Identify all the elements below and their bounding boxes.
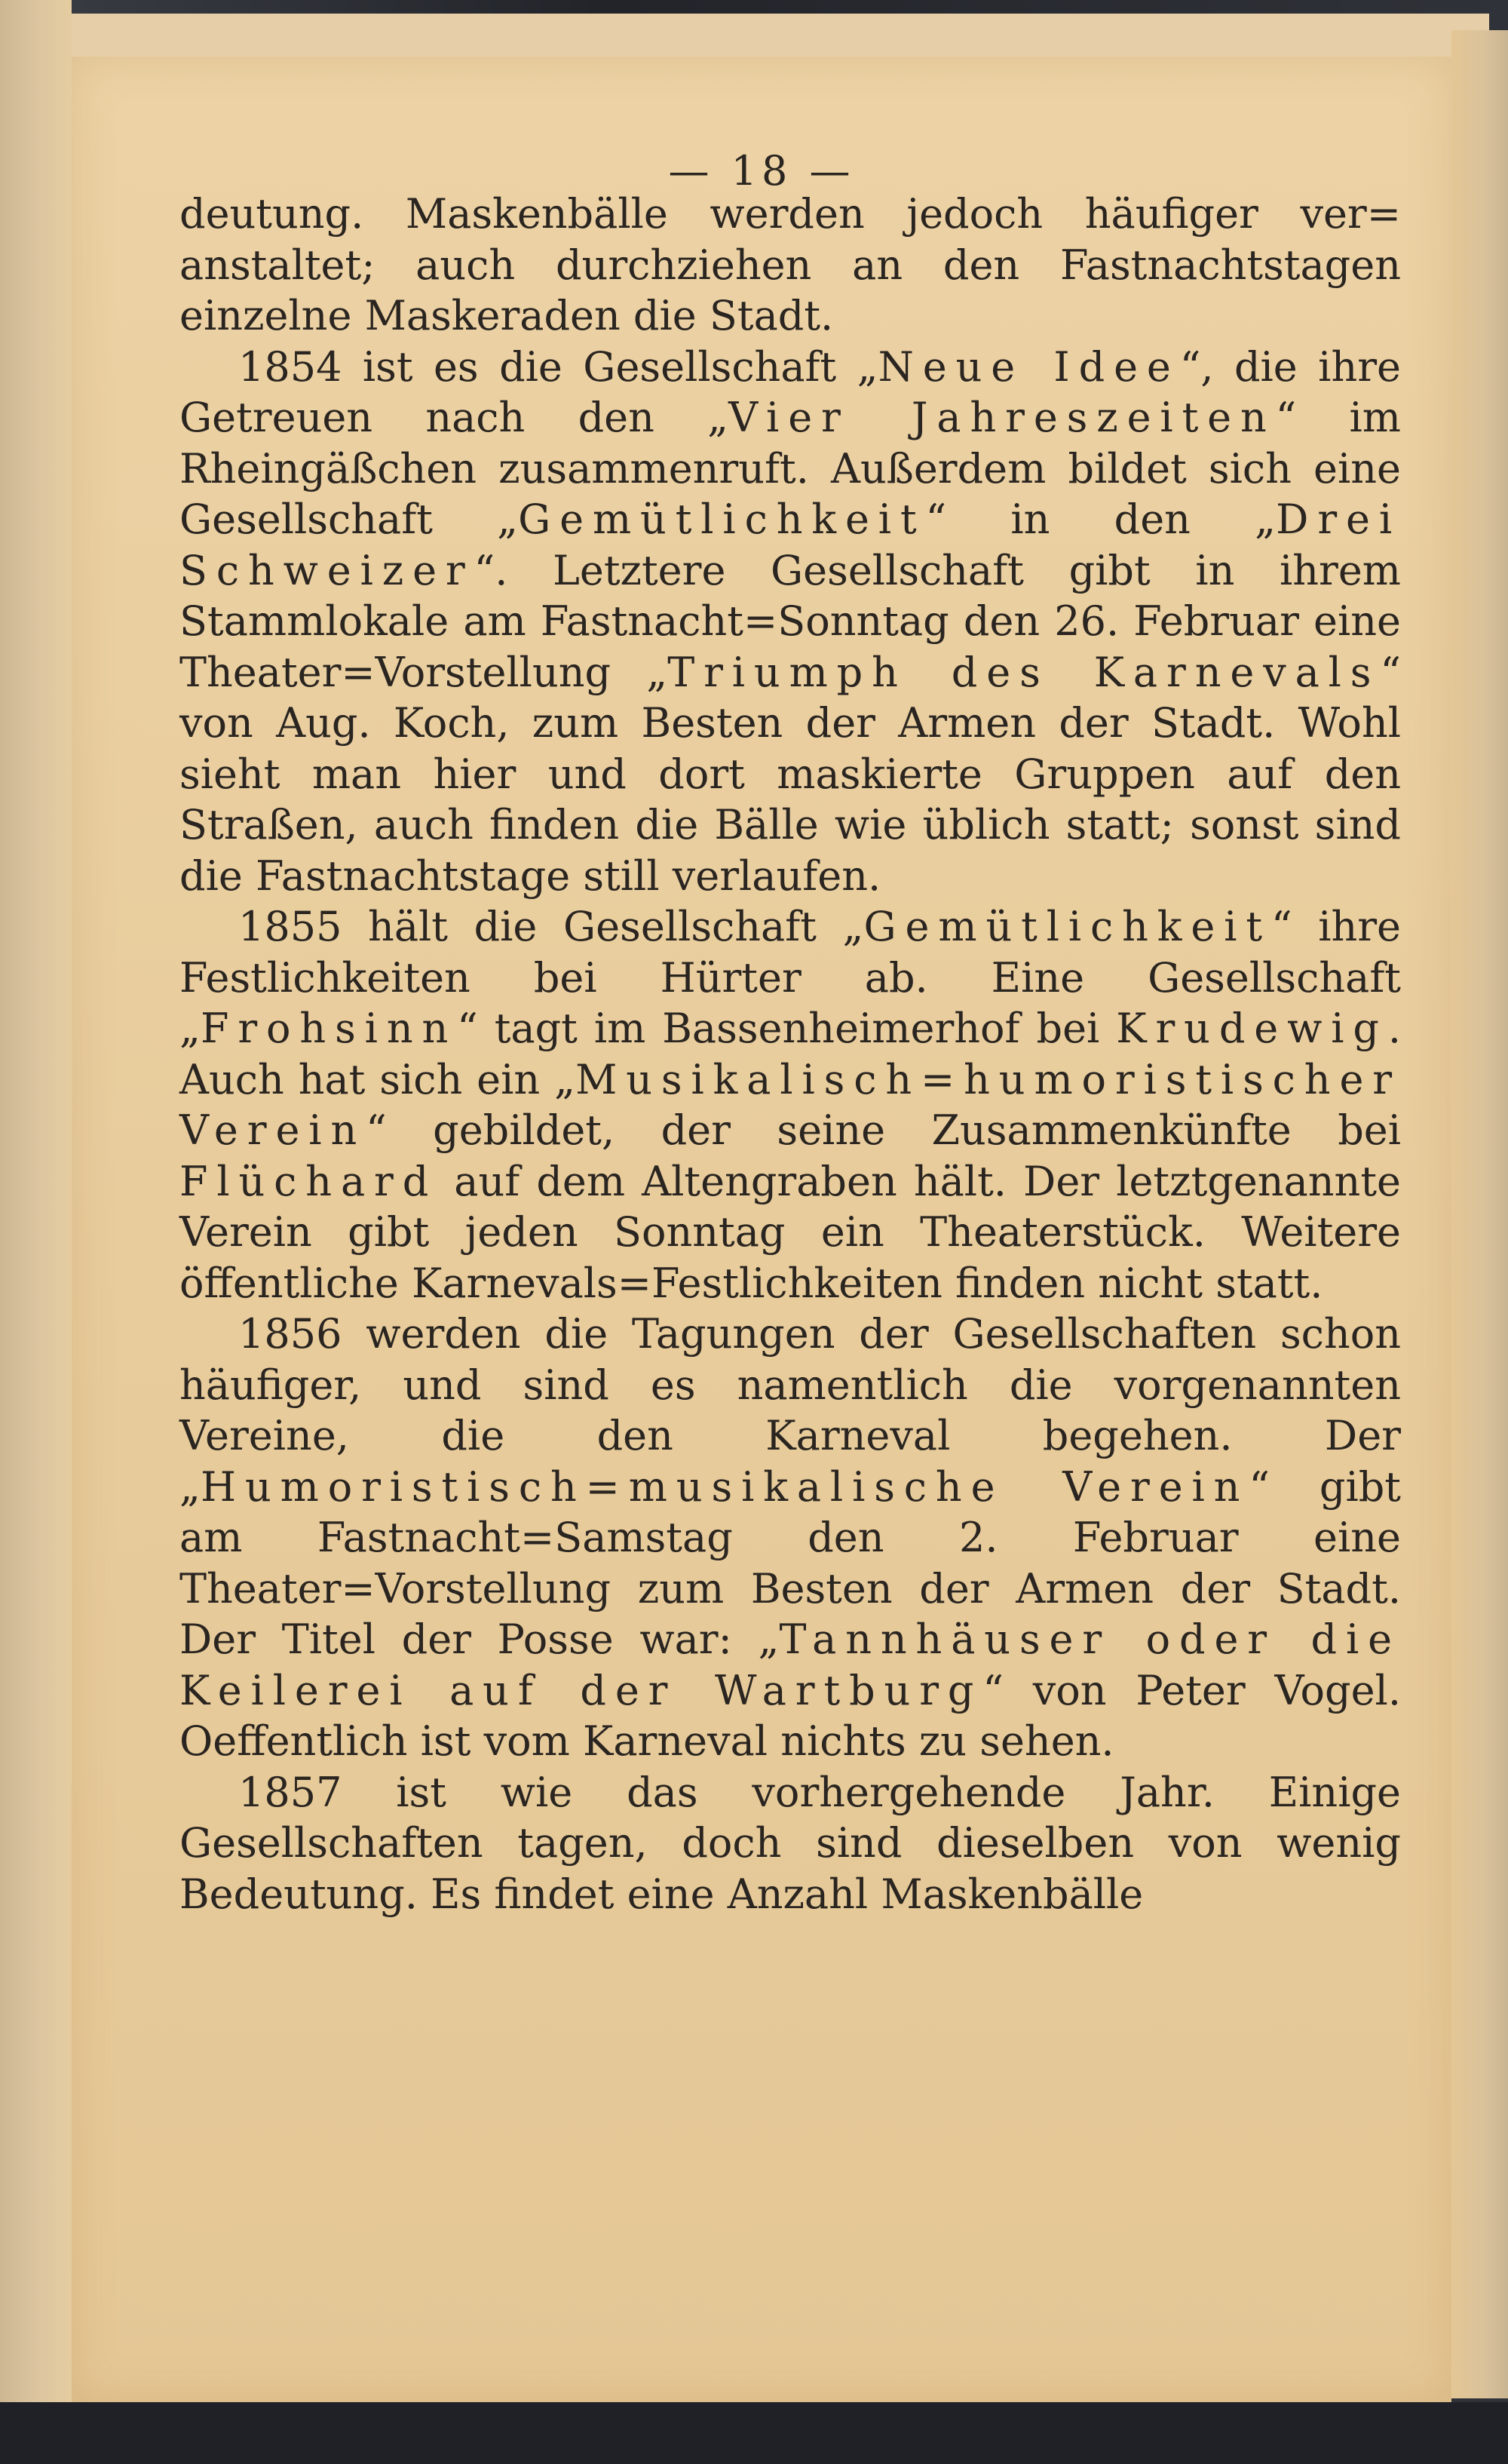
society-name-neue-idee: Neue Idee bbox=[878, 342, 1180, 391]
text-run: “ tagt im Bassenheimerhof bei bbox=[457, 1005, 1117, 1052]
venue-vier-jahreszeiten: Vier Jahreszeiten bbox=[728, 394, 1276, 441]
text-run: 1855 hält die Gesellschaft „ bbox=[238, 903, 864, 950]
text-run: “ von Peter Vogel. Oeffentlich ist vom Karneval nichts zu sehen. bbox=[179, 1666, 1401, 1765]
text-run: “ von Aug. Koch, zum Besten der Armen der Stadt. Wohl sieht man hier und dort maskierte Gruppen auf den Straßen, auch finden die Bälle wie üblich statt; sonst sind die Fastnachtstage still verlaufen. bbox=[179, 648, 1402, 900]
society-name-musikalisch: Musikalisch=humoristischer Verein bbox=[179, 1055, 1401, 1154]
paragraph-1855 bbox=[179, 901, 1401, 1309]
text-run: deutung. Maskenbälle werden jedoch häufiger ver= anstaltet; auch durchziehen an den Fastnachtstagen einzelne Maskeraden die Stadt. bbox=[179, 190, 1401, 339]
society-name-gemuetlichkeit: Gemütlichkeit bbox=[863, 903, 1271, 950]
play-title-tannhaeuser: Tannhäuser oder die Keilerei auf der Wartburg bbox=[179, 1616, 1401, 1714]
person-name-fluechard: Flüchard bbox=[179, 1157, 438, 1205]
book-cover-bottom bbox=[0, 2402, 1508, 2464]
text-run: 1857 ist wie das vorhergehende Jahr. Einige Gesellschaften tagen, doch sind dieselben von wenig Bedeutung. Es findet eine Anzahl Maskenbälle bbox=[179, 1768, 1401, 1918]
spine-edge bbox=[0, 0, 72, 2464]
text-run: “ im Rheingäßchen zusammenruft. Außerdem bildet sich eine Gesellschaft „ bbox=[179, 394, 1401, 543]
text-run: 1854 ist es die Gesellschaft „ bbox=[238, 342, 878, 391]
page-number: — 18 — bbox=[668, 147, 855, 195]
text-run: “, die ihre Getreuen nach den „ bbox=[179, 342, 1402, 441]
paragraph-1856 bbox=[179, 1309, 1401, 1767]
paragraph-1857 bbox=[179, 1767, 1401, 1920]
paragraph-1854 bbox=[179, 342, 1401, 902]
society-name-humoristisch: Humoristisch=musikalische Verein bbox=[200, 1462, 1249, 1511]
society-name-gemuetlichkeit: Gemütlichkeit bbox=[518, 496, 926, 543]
text-run: “ in den „ bbox=[925, 496, 1277, 543]
body-text bbox=[179, 189, 1401, 1919]
text-run: 1856 werden die Tagungen der Gesellschaften schon häufiger, und sind es namentlich die vorgenannten Vereine, die den Karneval begehen. Der „ bbox=[179, 1310, 1401, 1511]
society-name-frohsinn: Frohsinn bbox=[200, 1005, 458, 1052]
text-run: “ ihre Festlichkeiten bei Hürter ab. Eine Gesellschaft „ bbox=[179, 903, 1402, 1052]
text-run: auf dem Altengraben hält. Der letztgenannte Verein gibt jeden Sonntag ein Theaterstück. Weitere öffentliche Karnevals=Festlichkeiten finden nicht statt. bbox=[179, 1157, 1401, 1307]
page-right-edge bbox=[1451, 30, 1508, 2398]
paragraph-continuation bbox=[179, 189, 1401, 342]
text-run: . Auch hat sich ein „ bbox=[179, 1005, 1401, 1103]
venue-drei-schweizer: Drei Schweizer bbox=[179, 496, 1401, 594]
person-name-krudewig: Krudewig bbox=[1116, 1005, 1388, 1052]
text-run: “ gebildet, der seine Zusammenkünfte bei bbox=[366, 1106, 1401, 1154]
text-run: “. Letztere Gesellschaft gibt in ihrem Stammlokale am Fastnacht=Sonntag den 26. Februar eine Theater=Vorstellung „ bbox=[179, 546, 1401, 696]
text-run: “ gibt am Fastnacht=Samstag den 2. Februar eine Theater=Vorstellung zum Besten der Armen der Stadt. Der Titel der Posse war: „ bbox=[179, 1462, 1401, 1663]
play-title-triumph: Triumph des Karnevals bbox=[667, 648, 1381, 696]
